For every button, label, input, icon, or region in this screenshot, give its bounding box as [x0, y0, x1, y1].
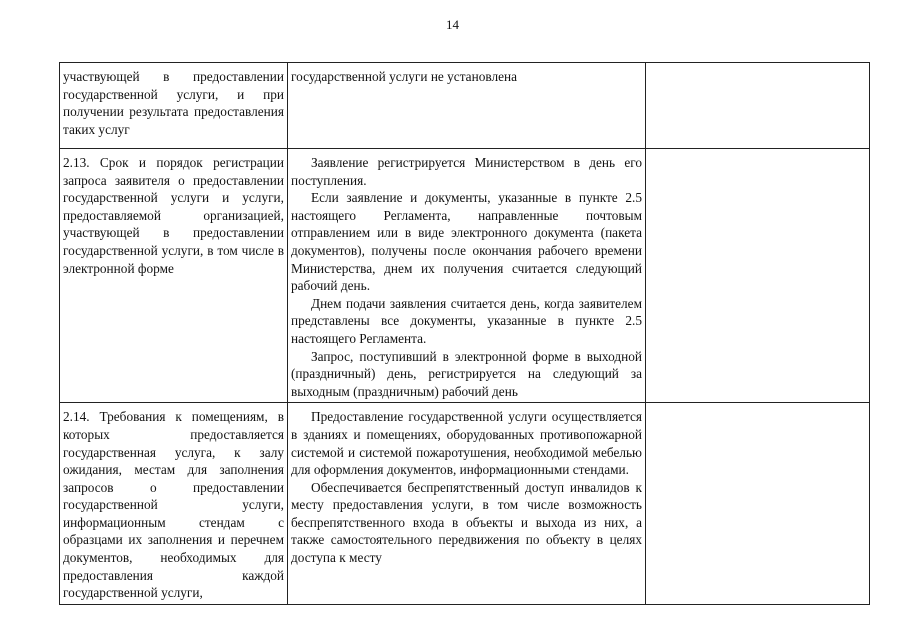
regulation-table [59, 62, 870, 605]
table-row [60, 63, 870, 149]
content-paragraph: Если заявление и документы, указанные в пункте 2.5 настоящего Регламента, направленные почтовым отправлением или в виде электронного документа (пакета документов), получены после окончания рабочего времени Министерства, днем их получения считается следующий рабочий день. [291, 190, 642, 294]
table-row [60, 403, 870, 605]
content-paragraph: Запрос, поступивший в электронной форме в выходной (праздничный) день, регистрируется на следующий за выходным (праздничным) рабочий день [291, 348, 642, 399]
requirement-name-cell [60, 149, 288, 403]
content-paragraph: Предоставление государственной услуги осуществляется в зданиях и помещениях, оборудованных противопожарной системой и системой пожаротушения, необходимой мебелью для оформления документов, информационными стендами. [291, 409, 642, 478]
requirement-name-text: 2.14. Требования к помещениям, в которых предоставляется государственная услуга, к залу ожидания, местам для заполнения запросов о предоставлении государственной услуги, информационным стендам с образцами их заполнения и перечнем документов, необходимых для предоставления каждой государственной услуги, [63, 409, 284, 601]
content-paragraph: Заявление регистрируется Министерством в день его поступления. [291, 155, 642, 188]
requirement-content-cell [288, 63, 646, 149]
requirement-name-text: 2.13. Срок и порядок регистрации запроса заявителя о предоставлении государственной услуги и услуги, предоставляемой организацией, участвующей в предоставлении государственной услуги, в том числе в электронной форме [63, 155, 284, 276]
notes-cell [646, 403, 870, 605]
page-number: 14 [446, 17, 459, 32]
notes-cell [646, 63, 870, 149]
content-paragraph: государственной услуги не установлена [291, 69, 518, 84]
requirement-name-cell [60, 63, 288, 149]
content-paragraph: Обеспечивается беспрепятственный доступ инвалидов к месту предоставления услуги, в том числе возможность беспрепятственного входа в объекты и выхода из них, а также самостоятельного передвижения по объекту в целях доступа к месту [291, 479, 642, 566]
requirement-name-cell [60, 403, 288, 605]
content-paragraph: Днем подачи заявления считается день, когда заявителем представлены все документы, указанные в пункте 2.5 настоящего Регламента. [291, 295, 642, 346]
notes-cell [646, 149, 870, 403]
table-row [60, 149, 870, 403]
requirement-content-cell [288, 149, 646, 403]
requirement-name-text: участвующей в предоставлении государственной услуги, и при получении результата предоставления таких услуг [63, 69, 284, 137]
requirement-content-cell [288, 403, 646, 605]
